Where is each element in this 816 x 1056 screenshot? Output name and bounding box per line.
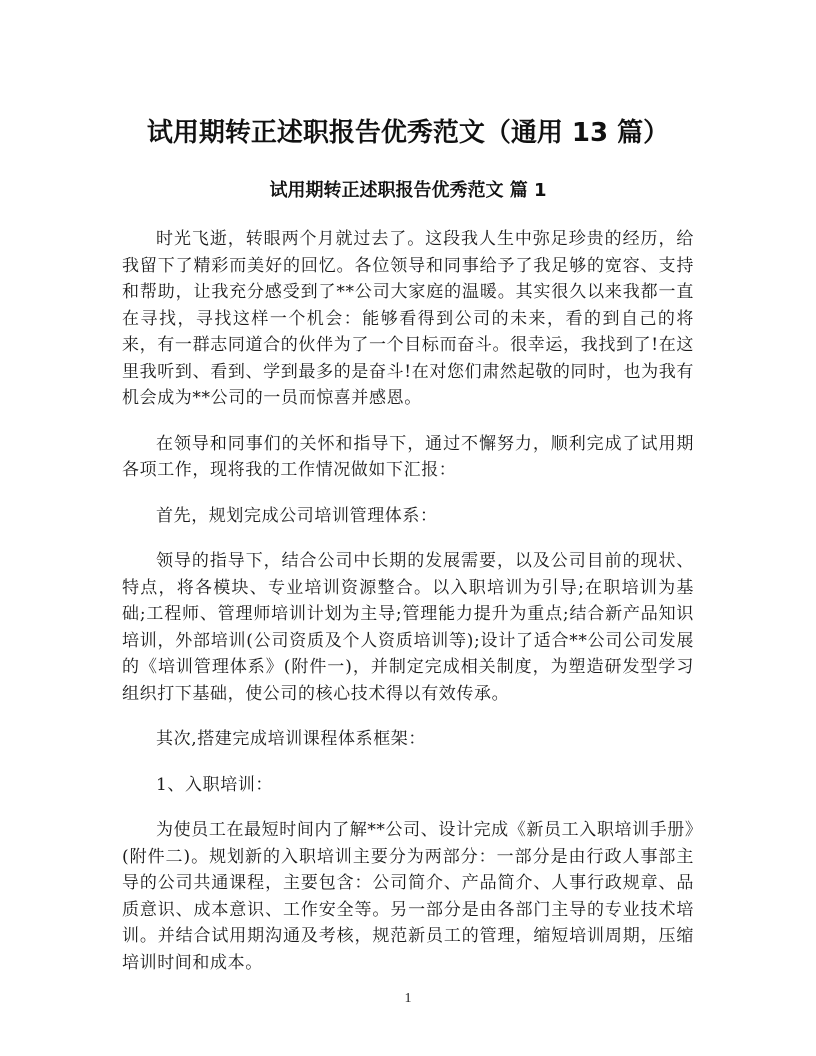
document-title: 试用期转正述职报告优秀范文（通用 13 篇） — [146, 118, 670, 148]
paragraph-first-point: 首先，规划完成公司培训管理体系： — [156, 505, 438, 526]
document-body — [122, 226, 694, 976]
page-number: 1 — [404, 991, 412, 1006]
section-heading: 试用期转正述职报告优秀范文 篇 1 — [269, 180, 547, 201]
paragraph-onboarding-heading: 1、入职培训： — [156, 774, 274, 795]
paragraph-intro: 时光飞逝，转眼两个月就过去了。这段我人生中弥足珍贵的经历，给我留下了精彩而美好的回忆。各位领导和同事给予了我足够的宽容、支持和帮助，让我充分感受到了**公司大家庭的温暖。其实很久以来我都一直在寻找，寻找这样一个机会：能够看得到公司的未来，看的到自己的将来，有一群志同道合的伙伴为了一个目标而奋斗。很幸运，我找到了!在这里我听到、看到、学到最多的是奋斗!在对您们肃然起敬的同时，也为我有机会成为**公司的一员而惊喜并感恩。 — [122, 229, 694, 408]
paragraph-report-lead: 在领导和同事们的关怀和指导下，通过不懈努力，顺利完成了试用期各项工作，现将我的工作情况做如下汇报： — [122, 433, 694, 480]
paragraph-onboarding-detail: 为使员工在最短时间内了解**公司、设计完成《新员工入职培训手册》(附件二)。规划新的入职培训主要分为两部分：一部分是由行政人事部主导的公司共通课程，主要包含：公司简介、产品简介、人事行政规章、品质意识、成本意识、工作安全等。另一部分是由各部门主导的专业技术培训。并结合试用期沟通及考核，规范新员工的管理，缩短培训周期，压缩培训时间和成本。 — [122, 820, 694, 973]
paragraph-second-point: 其次,搭建完成培训课程体系框架： — [156, 729, 427, 749]
paragraph-training-system: 领导的指导下，结合公司中长期的发展需要，以及公司目前的现状、特点，将各模块、专业培训资源整合。以入职培训为引导;在职培训为基础;工程师、管理师培训计划为主导;管理能力提升为重点;结合新产品知识培训，外部培训(公司资质及个人资质培训等);设计了适合**公司公司发展的《培训管理体系》(附件一)，并制定完成相关制度，为塑造研发型学习组织打下基础，使公司的核心技术得以有效传承。 — [122, 551, 694, 704]
